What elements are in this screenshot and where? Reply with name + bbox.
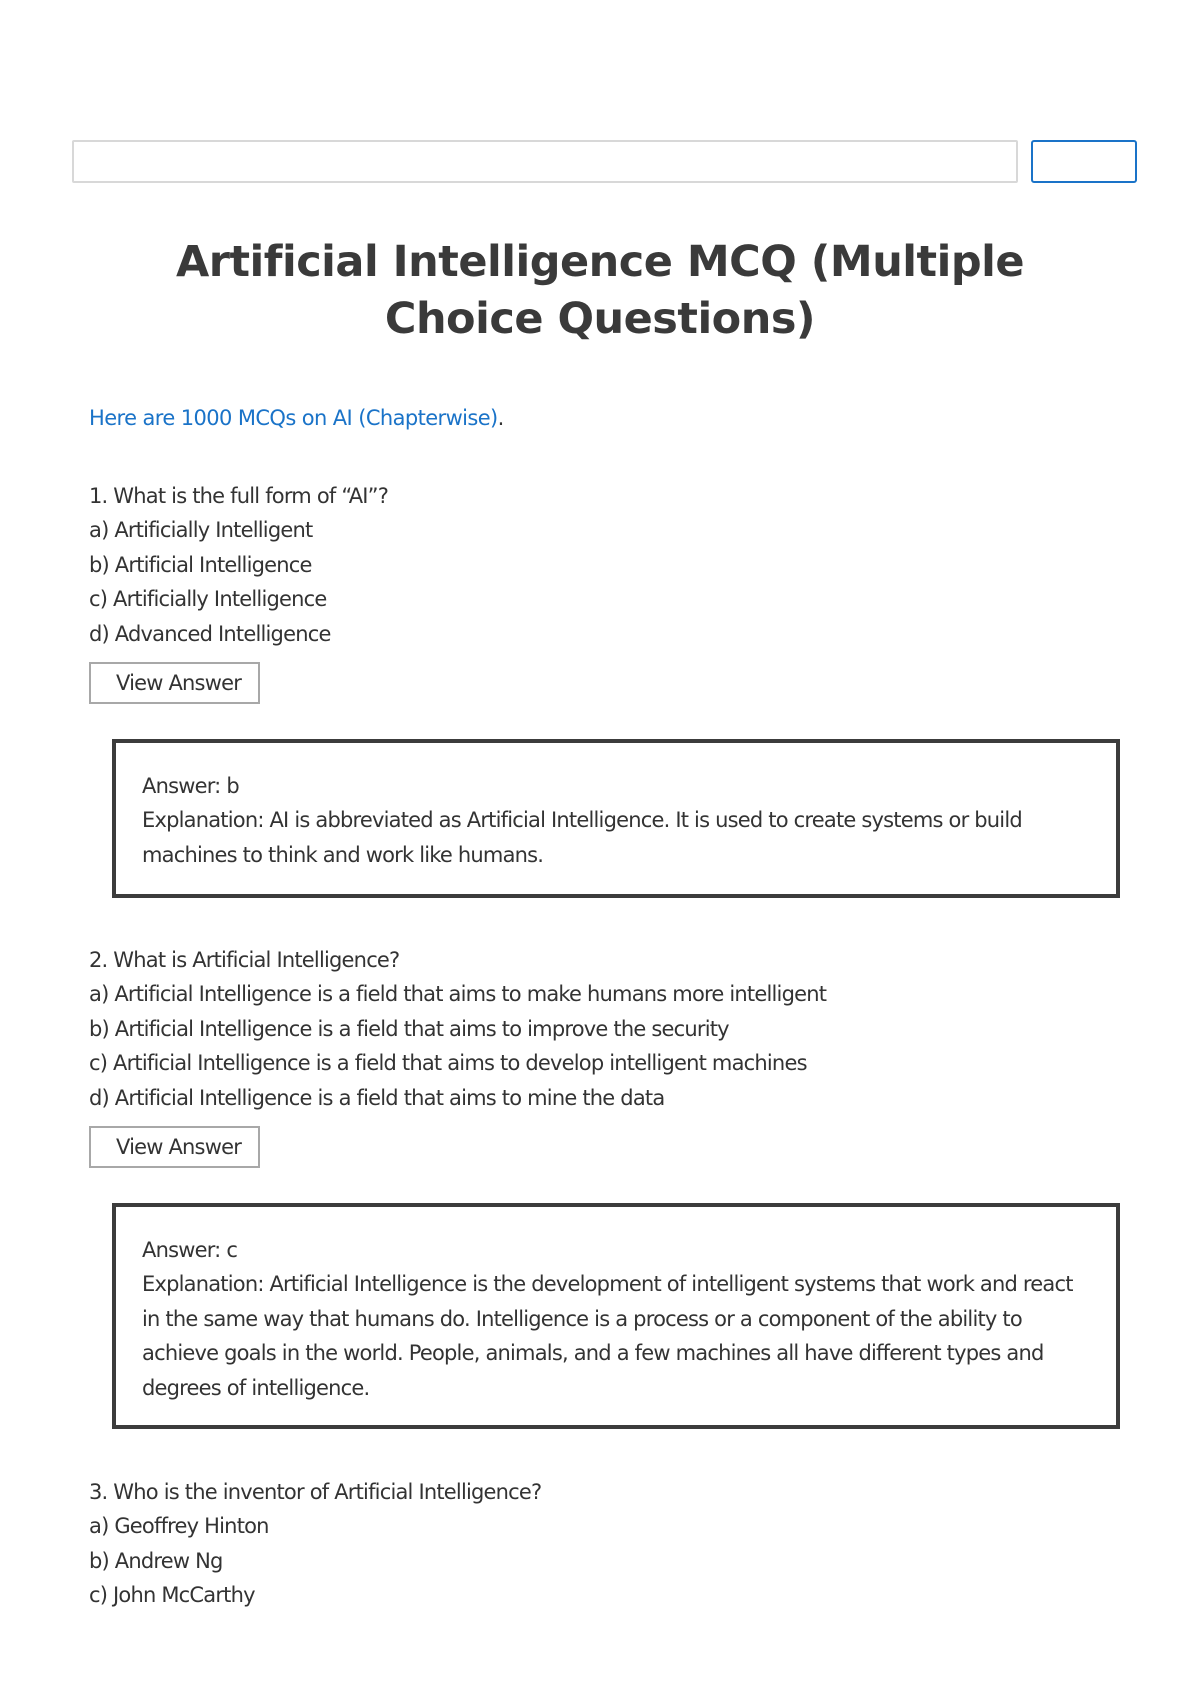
option-b: b) Andrew Ng [89, 1548, 223, 1573]
option-a: a) Artificial Intelligence is a field that aims to make humans more intelligent [89, 982, 827, 1007]
explanation-text: Explanation: AI is abbreviated as Artificial Intelligence. It is used to create systems or build machines to think and work like humans. [142, 808, 1022, 867]
explanation-text: Explanation: Artificial Intelligence is the development of intelligent systems that work and react in the same way that humans do. Intelligence is a process or a component of the ability to achieve goals in the world. People, animals, and a few machines all have different types and degrees of intelligence. [142, 1272, 1073, 1400]
chapterwise-mcq-link[interactable]: Here are 1000 MCQs on AI (Chapterwise) [89, 406, 498, 430]
question-text: 1. What is the full form of “AI”? [89, 484, 389, 508]
question-text: 3. Who is the inventor of Artificial Intelligence? [89, 1480, 542, 1504]
option-c: c) Artificially Intelligence [89, 587, 327, 612]
option-c: c) John McCarthy [89, 1583, 255, 1608]
question-1 [89, 479, 388, 651]
answer-box [112, 1203, 1120, 1429]
answer-box [112, 739, 1120, 898]
option-c: c) Artificial Intelligence is a field that aims to develop intelligent machines [89, 1051, 807, 1076]
search-button[interactable] [1031, 140, 1137, 183]
view-answer-button[interactable]: View Answer [89, 662, 260, 704]
intro-suffix: . [497, 406, 504, 430]
option-a: a) Artificially Intelligent [89, 518, 313, 543]
option-a: a) Geoffrey Hinton [89, 1514, 269, 1539]
question-text: 2. What is Artificial Intelligence? [89, 948, 400, 972]
option-d: d) Advanced Intelligence [89, 621, 331, 646]
page-title: Artificial Intelligence MCQ (Multiple Choice Questions) [175, 237, 1025, 344]
answer-text: Answer: c [142, 1238, 238, 1262]
question-2 [89, 943, 826, 1115]
option-b: b) Artificial Intelligence is a field that aims to improve the security [89, 1016, 729, 1041]
answer-text: Answer: b [142, 774, 239, 798]
search-input[interactable] [72, 140, 1018, 183]
intro-text [89, 404, 504, 432]
option-d: d) Artificial Intelligence is a field that aims to mine the data [89, 1085, 665, 1110]
question-3 [89, 1475, 541, 1613]
option-b: b) Artificial Intelligence [89, 552, 312, 577]
view-answer-button[interactable]: View Answer [89, 1126, 260, 1168]
